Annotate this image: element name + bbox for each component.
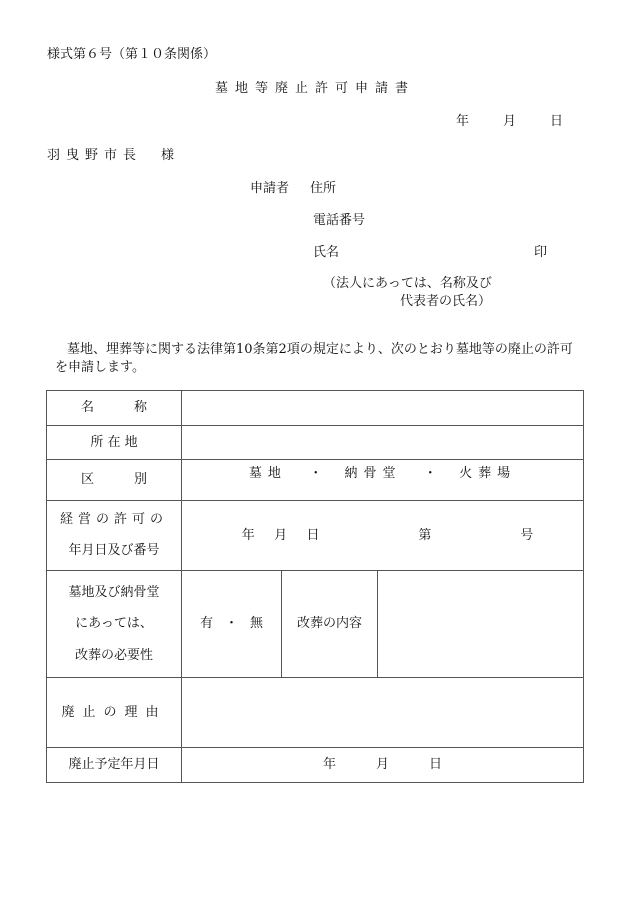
reburial-option-yes[interactable]: 有 [199, 616, 213, 632]
reburial-option-no[interactable]: 無 [249, 616, 263, 632]
date-month-label: 月 [503, 114, 517, 129]
planned-date-field-label: 廃止予定年月日 [47, 748, 182, 783]
reburial-option-separator: ・ [224, 616, 238, 632]
planned-year-label: 年 [322, 757, 336, 773]
category-options[interactable] [182, 460, 584, 501]
category-field-label [47, 460, 182, 501]
location-field-label: 所 在 地 [47, 426, 182, 460]
name-label-char-a: 名 [81, 400, 95, 416]
permit-month-label: 月 [274, 527, 288, 543]
permit-day-label: 日 [306, 527, 320, 543]
category-option-cemetery[interactable]: 墓地 [248, 466, 287, 481]
address-label: 住所 [310, 181, 337, 196]
row-location [47, 426, 584, 460]
submission-date [456, 113, 563, 131]
planned-date-field-value[interactable] [182, 748, 584, 783]
reburial-label-line3: 改葬の必要性 [74, 647, 153, 663]
phone-label: 電話番号 [313, 213, 366, 228]
row-reason [47, 678, 584, 748]
name-label: 氏名 [313, 245, 340, 260]
reason-field-value[interactable] [182, 678, 584, 748]
name-field-value[interactable] [182, 391, 584, 426]
addressee: 羽曳野市長 様 [47, 148, 181, 163]
permit-label-line2: 年月日及び番号 [68, 543, 160, 559]
permit-field-label [47, 501, 182, 571]
reburial-field-label [47, 571, 182, 678]
location-field-value[interactable] [182, 426, 584, 460]
row-reburial [47, 571, 584, 678]
permit-label-line1: 経営の許可の [59, 512, 168, 528]
form-number: 様式第６号（第１０条関係） [47, 47, 217, 62]
row-category [47, 460, 584, 501]
application-statement: 墓地、埋葬等に関する法律第10条第2項の規定により、次のとおり墓地等の廃止の許可を申請します。 [55, 342, 573, 376]
seal-mark: 印 [534, 245, 548, 260]
application-table [46, 390, 584, 783]
row-name [47, 391, 584, 426]
category-label-char-b: 別 [133, 472, 147, 488]
category-separator-2: ・ [423, 466, 437, 481]
date-year-label: 年 [456, 114, 470, 129]
reason-field-label: 廃止の理由 [47, 678, 182, 748]
category-label-char-a: 区 [81, 472, 95, 488]
reburial-label-line1: 墓地及び納骨堂 [68, 584, 160, 600]
name-label-char-b: 称 [133, 400, 147, 416]
permit-year-label: 年 [241, 527, 255, 543]
reburial-necessity-options[interactable] [182, 571, 282, 678]
permit-number-prefix: 第 [418, 527, 432, 543]
category-option-crematorium[interactable]: 火葬場 [459, 466, 517, 481]
date-day-label: 日 [550, 114, 564, 129]
reburial-content-value[interactable] [378, 571, 584, 678]
row-planned-date [47, 748, 584, 783]
planned-month-label: 月 [376, 757, 390, 773]
planned-day-label: 日 [429, 757, 443, 773]
name-field-label [47, 391, 182, 426]
row-permit [47, 501, 584, 571]
permit-field-value[interactable] [182, 501, 584, 571]
reburial-label-line2: にあっては、 [75, 616, 153, 632]
applicant-label: 申請者 [250, 181, 290, 196]
category-option-ossuary[interactable]: 納骨堂 [344, 466, 402, 481]
document-title: 墓地等廃止許可申請書 [214, 81, 415, 96]
permit-number-suffix: 号 [520, 527, 534, 543]
corporate-note-line1: （法人にあっては、名称及び [323, 276, 492, 291]
corporate-note-line2: 代表者の氏名） [400, 294, 492, 309]
reburial-content-label: 改葬の内容 [282, 571, 378, 678]
category-separator-1: ・ [309, 466, 323, 481]
